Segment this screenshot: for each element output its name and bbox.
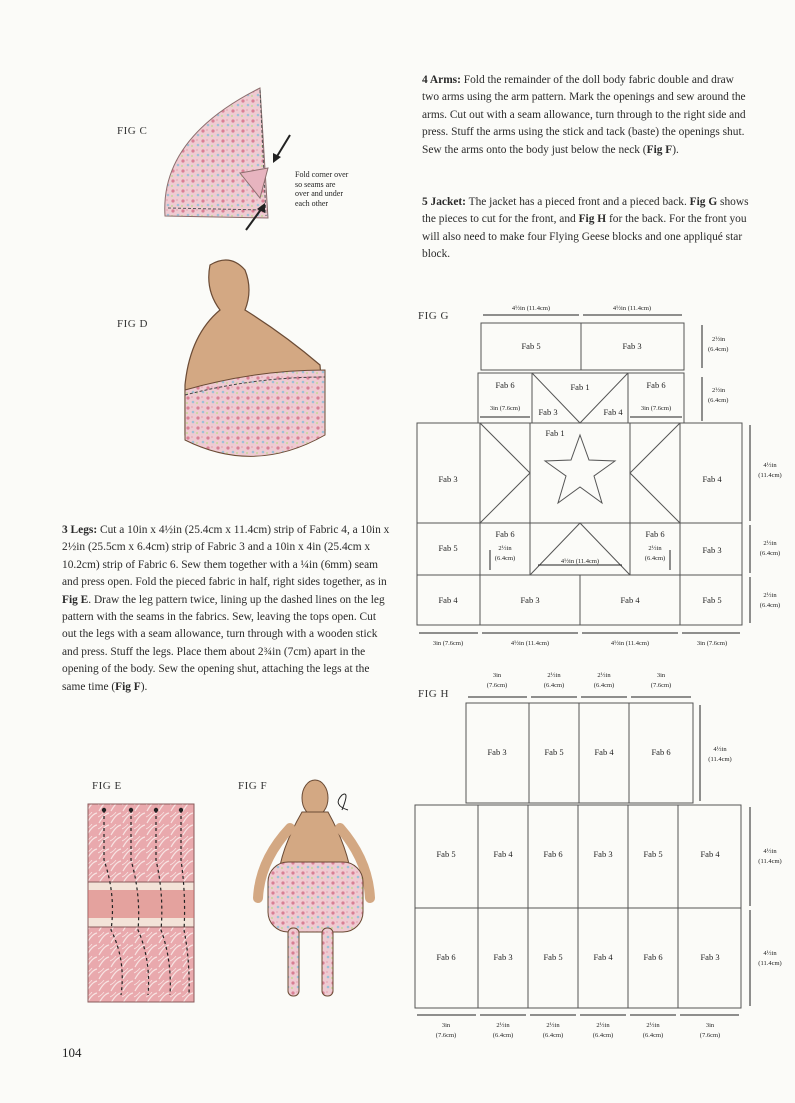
fig-h-r2-c5: Fab 5	[643, 849, 663, 859]
fig-h-r3-c2: Fab 3	[493, 952, 513, 962]
fig-h-r3-dim-b: (11.4cm)	[758, 960, 782, 967]
fig-g-top-dim-1: 4½in (11.4cm)	[511, 305, 551, 312]
fig-g-label: FIG G	[418, 310, 449, 322]
fig-h-bottom-dim-2a: 2½in	[496, 1022, 510, 1029]
star-applique	[545, 435, 615, 503]
fig-h-diagram	[410, 665, 795, 1050]
fig-h-bottom-dim-5a: 2½in	[646, 1022, 660, 1029]
fig-c-note: Fold corner over so seams are over and under each other	[295, 170, 349, 208]
fig-g-flying-geese	[480, 423, 530, 523]
fig-h-bottom-dim-4a: 2½in	[596, 1022, 610, 1029]
fig-h-r3-c5: Fab 6	[643, 952, 663, 962]
fig-g-top-dim-2: 4½in (11.4cm)	[612, 305, 652, 312]
legs-ref-1: Fig E	[62, 593, 89, 606]
fig-g-r2-center: Fab 1	[570, 382, 590, 392]
arms-end: ).	[672, 143, 679, 156]
fig-g-diagram	[410, 295, 795, 655]
arms-ref: Fig F	[646, 143, 673, 156]
fig-g-r3-right: Fab 4	[702, 474, 722, 484]
fig-g-r2-tri-right: Fab 4	[603, 407, 623, 417]
fig-g-star-block	[530, 423, 630, 523]
legs-text-2: . Draw the leg pattern twice, lining up the dashed lines on the leg pattern with the seams in the fabrics. Sew, leaving the tops open. Cut out the legs with a seam allowance, turn through with a wooden stick and press. Stuff the legs. Place them about 2¾in (7cm) apart in the opening of the body. Sew the opening shut, attaching the legs at the same time (	[62, 593, 385, 693]
fig-g-r4-dim-a: 2½in	[763, 540, 777, 547]
fig-h-top-dim-1a: 3in	[492, 672, 502, 679]
fig-h-bottom-dim-4b: (6.4cm)	[592, 1032, 614, 1039]
fig-h-r2-dim-b: (11.4cm)	[758, 858, 782, 865]
fig-g-flying-geese	[630, 423, 680, 523]
fig-h-r2-dim-a: 4½in	[763, 848, 777, 855]
fig-h-bottom-dim-3b: (6.4cm)	[542, 1032, 564, 1039]
fig-h-r3-c4: Fab 4	[593, 952, 613, 962]
fig-g-r2-dim-a: 2½in	[712, 387, 726, 394]
fig-g-bottom-dim-1: 3in (7.6cm)	[432, 640, 464, 647]
fig-e-illustration	[86, 800, 198, 1005]
legs-heading: 3 Legs:	[62, 524, 98, 536]
fig-h-r1-c4: Fab 6	[651, 747, 671, 757]
fig-c-label: FIG C	[117, 125, 148, 137]
fig-h-top-dim-3b: (6.4cm)	[593, 682, 615, 689]
fig-h-top-dim-2a: 2½in	[547, 672, 561, 679]
fig-h-bottom-dim-6b: (7.6cm)	[699, 1032, 721, 1039]
legs-paragraph	[62, 522, 392, 696]
arms-heading: 4 Arms:	[422, 74, 461, 86]
fig-g-piece	[630, 423, 680, 523]
fig-g-r4-left: Fab 5	[438, 543, 458, 553]
arms-paragraph	[422, 72, 752, 159]
fig-g-r4-inner-right-dim-a: 2½in	[648, 545, 662, 552]
jacket-paragraph	[422, 194, 752, 264]
fig-g-r5-dim-b: (6.4cm)	[759, 602, 781, 609]
fig-h-bottom-dim-6a: 3in	[705, 1022, 715, 1029]
fig-g-r5-dim-a: 2½in	[763, 592, 777, 599]
fig-g-r2-right: Fab 6	[646, 380, 666, 390]
legs-ref-2: Fig F	[115, 680, 141, 693]
fig-g-piece	[480, 423, 530, 523]
fig-h-r1-dim-b: (11.4cm)	[708, 756, 732, 763]
fig-g-r1-c1: Fab 5	[521, 341, 541, 351]
fig-g-r2-left-dim: 3in (7.6cm)	[489, 405, 521, 412]
fig-d-illustration	[175, 255, 335, 485]
fig-g-piece	[530, 523, 630, 575]
fig-g-r4-inner-left-dim-b: (6.4cm)	[494, 555, 516, 562]
jacket-ref-1: Fig G	[689, 196, 718, 208]
legs-end: ).	[140, 680, 148, 693]
fig-g-bottom-dim-2: 4½in (11.4cm)	[510, 640, 550, 647]
fig-g-r4-inner-left-dim-a: 2½in	[498, 545, 512, 552]
legs-text-1: Cut a 10in x 4½in (25.4cm x 11.4cm) strip of Fabric 4, a 10in x 2½in (25.5cm x 6.4cm) strip of Fabric 3 and a 10in x 4in (25.4cm x 10.2cm) strip of Fabric 6. Sew them together with a ¼in (6mm) seam and press open. Fold the pieced fabric in half, right sides together, as in	[62, 524, 390, 589]
jacket-text-2: shows the pieces to cut for the front, and	[422, 196, 749, 226]
fig-g-r5-c4: Fab 5	[702, 595, 722, 605]
fig-g-r1-dim-b: (6.4cm)	[708, 346, 729, 353]
fig-g-r1-c2: Fab 3	[622, 341, 642, 351]
jacket-text-1: The jacket has a pieced front and a pieced back.	[465, 196, 690, 208]
fig-h-top-dim-1b: (7.6cm)	[486, 682, 508, 689]
fig-h-r2-c6: Fab 4	[700, 849, 720, 859]
fig-h-r2-c4: Fab 3	[593, 849, 613, 859]
fig-h-top-dim-4b: (7.6cm)	[650, 682, 672, 689]
fold-arrows	[240, 120, 300, 235]
fig-h-bottom-dim-1b: (7.6cm)	[435, 1032, 457, 1039]
fig-h-label: FIG H	[418, 688, 449, 700]
fig-h-r2-c2: Fab 4	[493, 849, 513, 859]
fig-g-r2-right-dim: 3in (7.6cm)	[640, 405, 672, 412]
fig-g-r4-inner-right-dim-b: (6.4cm)	[644, 555, 666, 562]
fig-g-dimension-arrows	[419, 315, 750, 633]
fig-h-r1-c1: Fab 3	[487, 747, 507, 757]
fig-h-top-dim-4a: 3in	[656, 672, 666, 679]
fig-h-r2-c3: Fab 6	[543, 849, 563, 859]
fig-g-r2-left: Fab 6	[495, 380, 515, 390]
fig-g-r4-inner-left: Fab 6	[495, 529, 515, 539]
fig-g-r2-tri-left: Fab 3	[538, 407, 558, 417]
fig-h-r1-c2: Fab 5	[544, 747, 564, 757]
arms-text: Fold the remainder of the doll body fabric double and draw two arms using the arm pattern. Mark the openings and sew around the arms. Cut out with a seam allowance, turn through to the right side and press. Stuff the arms using the stick and tack (baste) the openings shut. Sew the arms onto the body just below the neck (	[422, 74, 746, 156]
fig-g-r2-dim-b: (6.4cm)	[708, 397, 729, 404]
fig-h-bottom-dim-2b: (6.4cm)	[492, 1032, 514, 1039]
fig-h-r3-c6: Fab 3	[700, 952, 720, 962]
page-number: 104	[62, 1045, 82, 1060]
fig-g-r3-dim-a: 4½in	[763, 462, 777, 469]
fig-e-label: FIG E	[92, 780, 122, 792]
fig-g-r4-dim-b: (6.4cm)	[759, 550, 781, 557]
fig-f-label: FIG F	[238, 780, 268, 792]
fig-h-bottom-dim-5b: (6.4cm)	[642, 1032, 664, 1039]
fig-g-r5-c1: Fab 4	[438, 595, 458, 605]
fig-g-r5-c3: Fab 4	[620, 595, 640, 605]
fig-h-r1-c3: Fab 4	[594, 747, 614, 757]
fig-h-r2-c1: Fab 5	[436, 849, 456, 859]
fig-g-r3-left: Fab 3	[438, 474, 458, 484]
fig-g-flying-geese	[530, 523, 630, 575]
fig-g-r3-star: Fab 1	[545, 428, 565, 438]
fig-h-bottom-dim-3a: 2½in	[546, 1022, 560, 1029]
fig-g-r3-dim-b: (11.4cm)	[758, 472, 782, 479]
fig-h-r3-c3: Fab 5	[543, 952, 563, 962]
jacket-ref-2: Fig H	[578, 213, 607, 226]
fig-g-r4-center-dim: 4½in (11.4cm)	[560, 558, 600, 565]
fig-g-r4-inner-right: Fab 6	[645, 529, 665, 539]
fig-h-r1-dim-a: 4½in	[713, 746, 727, 753]
fig-g-piece	[417, 423, 480, 523]
fig-h-r3-c1: Fab 6	[436, 952, 456, 962]
fig-g-r5-c2: Fab 3	[520, 595, 540, 605]
fig-h-r3-dim-a: 4½in	[763, 950, 777, 957]
jacket-heading: 5 Jacket:	[422, 196, 466, 208]
fig-g-bottom-dim-3: 4½in (11.4cm)	[610, 640, 650, 647]
jacket-text-3: for the back. For the front you will also need to make four Flying Geese blocks and one appliqué star block.	[422, 213, 747, 261]
fig-g-r1-dim-a: 2½in	[712, 336, 726, 343]
fig-d-label: FIG D	[117, 318, 148, 330]
fig-g-piece	[680, 423, 742, 523]
fig-g-bottom-dim-4: 3in (7.6cm)	[696, 640, 728, 647]
fig-h-top-dim-3a: 2½in	[597, 672, 611, 679]
fig-h-top-dim-2b: (6.4cm)	[543, 682, 565, 689]
fig-g-r4-right: Fab 3	[702, 545, 722, 555]
fig-f-illustration	[250, 770, 380, 1030]
fig-h-bottom-dim-1a: 3in	[441, 1022, 451, 1029]
